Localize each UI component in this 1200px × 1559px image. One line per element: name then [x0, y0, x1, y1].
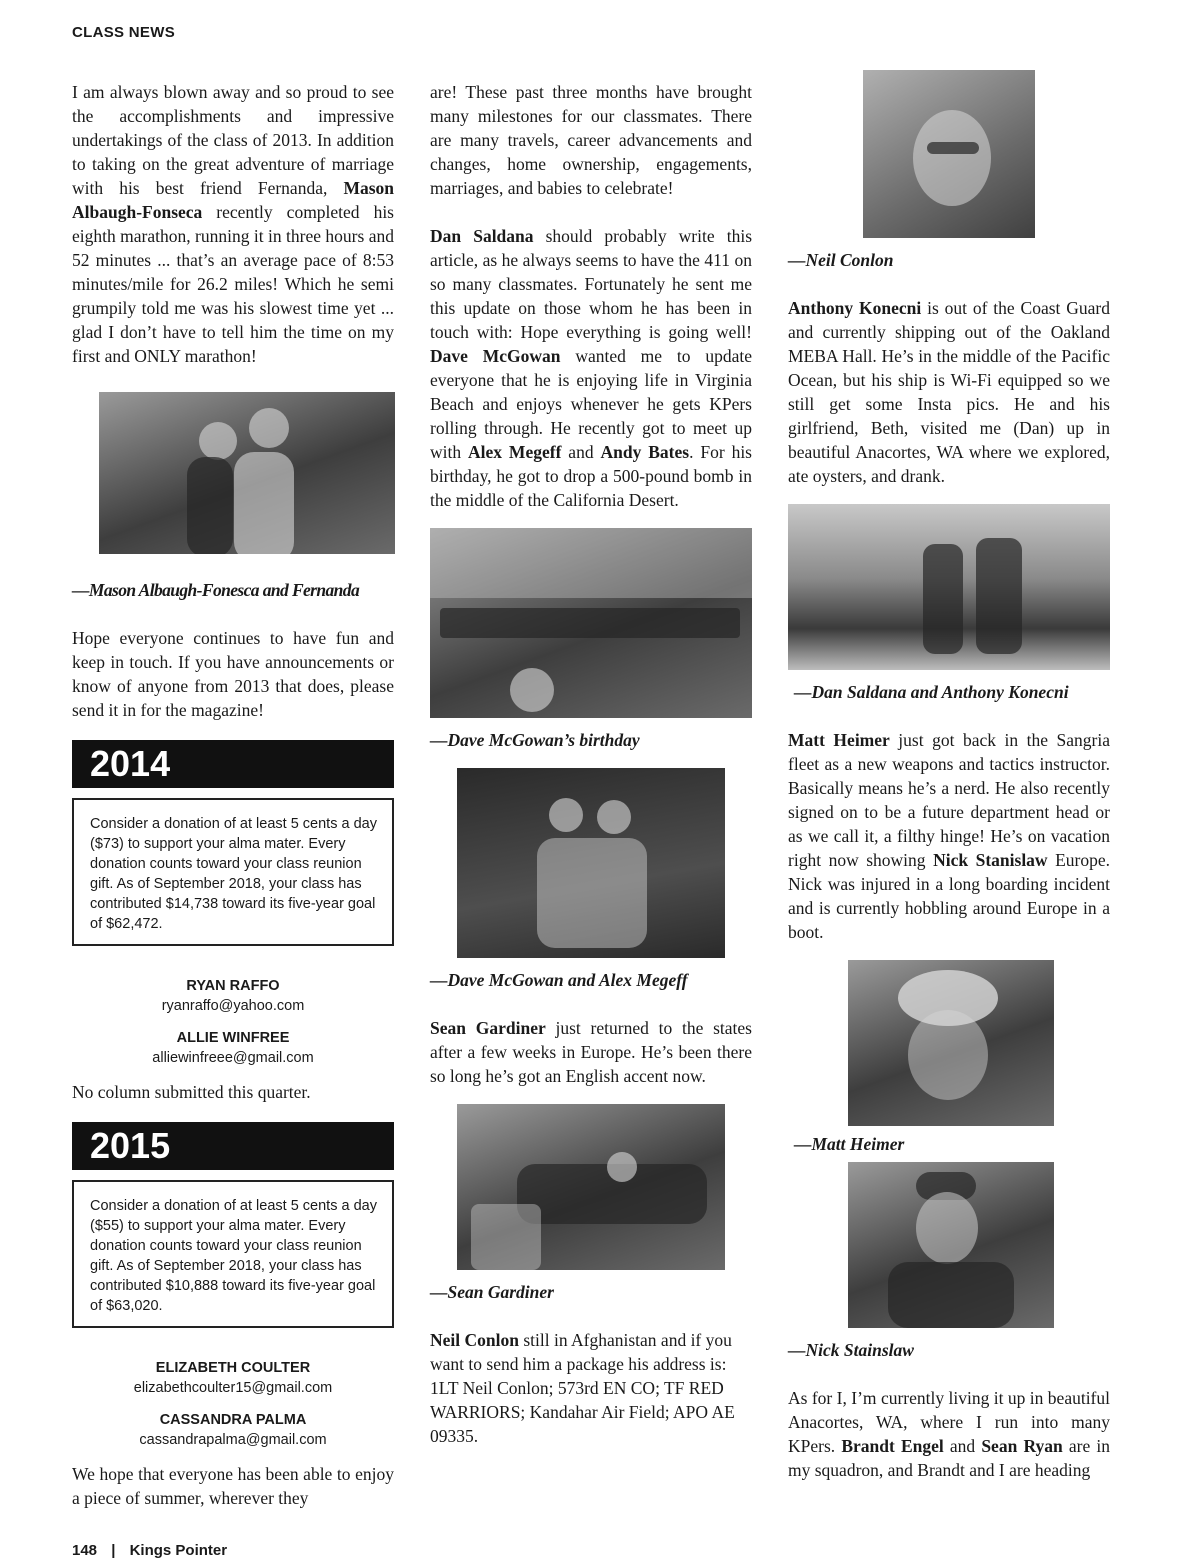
contact-email[interactable]: elizabethcoulter15@gmail.com	[133, 1380, 333, 1396]
page-footer	[72, 1542, 227, 1559]
column-3	[788, 70, 1110, 1506]
paragraph-milestones: are! These past three months have brought many milestones for our classmates. There are many travels, career advancements and changes, home ownership, engagements, marriages, and babies to celebrate!	[430, 82, 752, 198]
section-header: CLASS NEWS	[72, 24, 176, 41]
paragraph-sean-gardiner: Sean Gardiner just returned to the states after a few weeks in Europe. He’s been there so long he’s got an English accent now.	[430, 1018, 752, 1086]
name-mason: Mason Albaugh-Fonseca	[72, 178, 394, 222]
contact-email[interactable]: alliewinfreee@gmail.com	[152, 1050, 314, 1066]
contact-name: ELIZABETH COULTER	[155, 1360, 311, 1376]
footer-separator: |	[111, 1542, 116, 1559]
caption-dave-birthday: —Dave McGowan’s birthday	[430, 730, 640, 750]
photo-mason-fernanda	[99, 392, 395, 554]
paragraph-anthony-konecni: Anthony Konecni is out of the Coast Guard and currently shipping out of the Oakland MEBA Hall. He’s in the middle of the Pacific Ocean, but his ship is Wi-Fi equipped so we still get some Insta pics. He and his girlfriend, Beth, visited me (Dan) up in beautiful Anacortes, WA where we explored, ate oysters, and drank.	[788, 298, 1110, 486]
paragraph-matt-heimer: Matt Heimer just got back in the Sangria fleet as a new weapons and tactics instructor. Basically means he’s a nerd. He also recently signed on to be a future department head or as we call it, a filthy hinge! He’s on vacation right now showing Nick Stanislaw Europe. Nick was injured in a long boarding incident and is currently hobbling around Europe in a boot.	[788, 730, 1111, 942]
paragraph-mason: I am always blown away and so proud to see the accomplishments and impressive undertakings of the class of 2013. In addition to taking on the great adventure of marriage with his best friend Fernanda, Mason Albaugh-Fonseca recently completed his eighth marathon, running it in three hours and 52 minutes ... that’s an average pace of 8:53 minutes/mile for 26.2 miles! Which he semi grumpily told me was his slowest time yet ... glad I don’t have to tell him the time on my first and ONLY marathon!	[72, 82, 394, 366]
contact-ryan-raffo	[72, 976, 394, 1016]
contact-name: ALLIE WINFREE	[176, 1030, 290, 1046]
magazine-title: Kings Pointer	[129, 1542, 228, 1559]
column-2	[430, 80, 752, 1472]
donation-box-2014: Consider a donation of at least 5 cents a day ($73) to support your alma mater. Every donation counts toward your class reunion gift. As of September 2018, your class has contributed $14,738 toward its five-year goal of $62,472.	[72, 798, 394, 946]
caption-dave-alex: —Dave McGowan and Alex Megeff	[430, 970, 688, 990]
caption-dan-anthony: —Dan Saldana and Anthony Konecni	[794, 682, 1069, 702]
contact-email[interactable]: ryanraffo@yahoo.com	[161, 998, 305, 1014]
page-number: 148	[72, 1542, 98, 1559]
contact-name: RYAN RAFFO	[186, 978, 280, 994]
year-banner-2015: 2015	[72, 1122, 394, 1170]
contact-email[interactable]: cassandrapalma@gmail.com	[139, 1432, 327, 1448]
donation-box-2015: Consider a donation of at least 5 cents a day ($55) to support your alma mater. Every donation counts toward your class reunion gift. As of September 2018, your class has contributed $10,888 toward its five-year goal of $63,020.	[72, 1180, 394, 1328]
contact-allie-winfree	[72, 1028, 394, 1068]
contact-elizabeth-coulter	[72, 1358, 394, 1398]
caption-sean-gardiner: —Sean Gardiner	[430, 1282, 554, 1302]
note-2014: No column submitted this quarter.	[72, 1082, 311, 1102]
paragraph-neil-conlon: Neil Conlon still in Afghanistan and if you want to send him a package his address is: 1LT Neil Conlon; 573rd EN CO; TF RED WARRIORS; Kandahar Air Field; APO AE 09335.	[430, 1330, 735, 1446]
photo-sean-gardiner	[457, 1104, 725, 1270]
paragraph-dan-saldana: Dan Saldana should probably write this article, as he always seems to have the 411 on so many classmates. Fortunately he sent me this update on those whom he has been in touch with: Hope everything is going well! Dave McGowan wanted me to update everyone that he is enjoying life in Virginia Beach and enjoys whenever he gets KPers rolling through. He recently got to meet up with Alex Megeff and Andy Bates. For his birthday, he got to drop a 500-pound bomb in the middle of the California Desert.	[430, 226, 753, 510]
photo-dave-birthday	[430, 528, 752, 718]
contact-cassandra-palma	[72, 1410, 394, 1450]
photo-dan-anthony	[788, 504, 1110, 670]
caption-matt-heimer: —Matt Heimer	[794, 1134, 905, 1154]
photo-dave-alex	[457, 768, 725, 958]
paragraph-anacortes: As for I, I’m currently living it up in beautiful Anacortes, WA, where I run into many KPers. Brandt Engel and Sean Ryan are in my squadron, and Brandt and I are heading	[788, 1388, 1110, 1480]
caption-nick-stanislaw: —Nick Stainslaw	[788, 1340, 914, 1360]
photo-nick-stanislaw	[848, 1162, 1054, 1328]
year-banner-2014: 2014	[72, 740, 394, 788]
photo-matt-heimer	[848, 960, 1054, 1126]
column-1	[72, 80, 394, 1534]
contact-name: CASSANDRA PALMA	[159, 1412, 307, 1428]
caption-neil-conlon: —Neil Conlon	[788, 250, 894, 270]
paragraph-summer: We hope that everyone has been able to enjoy a piece of summer, wherever they	[72, 1464, 394, 1508]
photo-neil-conlon	[863, 70, 1035, 238]
paragraph-keep-in-touch: Hope everyone continues to have fun and keep in touch. If you have announcements or know of anyone from 2013 that does, please send it in for the magazine!	[72, 628, 394, 720]
caption-mason: —Mason Albaugh-Fonesca and Fernanda	[72, 580, 360, 600]
